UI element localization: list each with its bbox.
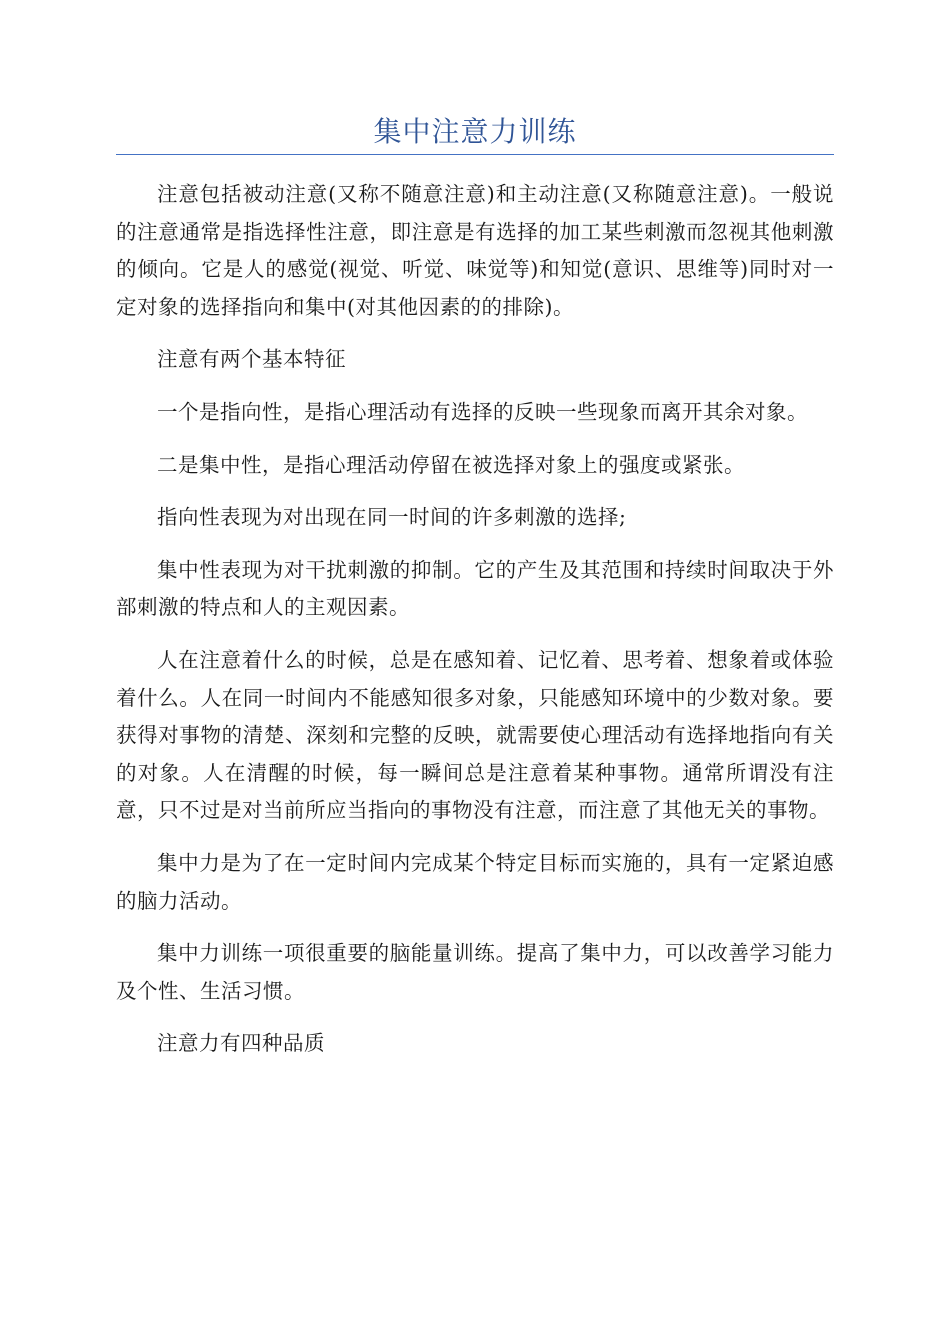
paragraph-focus-training: 集中力训练一项很重要的脑能量训练。提高了集中力，可以改善学习能力及个性、生活习惯。 bbox=[116, 941, 834, 1003]
paragraph-directionality: 一个是指向性，是指心理活动有选择的反映一些现象而离开其余对象。 bbox=[157, 399, 808, 424]
title-underline bbox=[116, 154, 834, 155]
paragraph-four-qualities: 注意力有四种品质 bbox=[157, 1031, 325, 1056]
paragraph-intro: 注意包括被动注意(又称不随意注意)和主动注意(又称随意注意)。一般说的注意通常是指选择性注意，即注意是有选择的加工某些刺激而忽视其他刺激的倾向。它是人的感觉(视觉、听觉、味觉等)和知觉(意识、思维等)同时对一定对象的选择指向和集中(对其他因素的的排除)。 bbox=[116, 182, 834, 319]
paragraph-focus-definition: 集中力是为了在一定时间内完成某个特定目标而实施的，具有一定紧迫感的脑力活动。 bbox=[116, 850, 834, 913]
paragraph-concentration: 二是集中性，是指心理活动停留在被选择对象上的强度或紧张。 bbox=[157, 452, 745, 477]
paragraph-features-heading: 注意有两个基本特征 bbox=[157, 347, 346, 372]
paragraph-perception: 人在注意着什么的时候，总是在感知着、记忆着、思考着、想象着或体验着什么。人在同一时间内不能感知很多对象，只能感知环境中的少数对象。要获得对事物的清楚、深刻和完整的反映，就需要使心理活动有选择地指向有关的对象。人在清醒的时候，每一瞬间总是注意着某种事物。通常所谓没有注意，只不过是对当前所应当指向的事物没有注意，而注意了其他无关的事物。 bbox=[116, 647, 834, 823]
paragraph-concentration-expression: 集中性表现为对干扰刺激的抑制。它的产生及其范围和持续时间取决于外部刺激的特点和人的主观因素。 bbox=[116, 557, 834, 620]
paragraph-direction-expression: 指向性表现为对出现在同一时间的许多刺激的选择; bbox=[157, 505, 627, 530]
document-body bbox=[116, 176, 834, 1063]
document-title: 集中注意力训练 bbox=[373, 115, 577, 148]
